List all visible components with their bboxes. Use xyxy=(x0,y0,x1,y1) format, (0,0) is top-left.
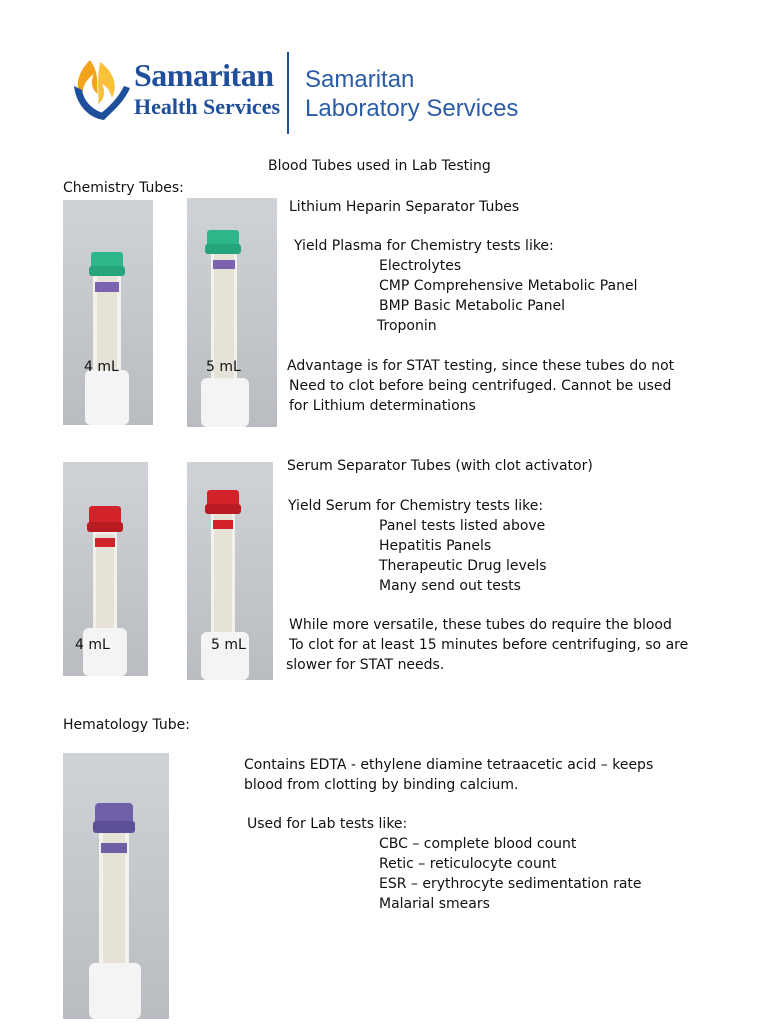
brand-name-samaritan: Samaritan xyxy=(134,57,274,93)
edta-desc-line: blood from clotting by binding calcium. xyxy=(244,777,519,793)
lithium-test-item: Electrolytes xyxy=(379,258,462,274)
serum-note-line: slower for STAT needs. xyxy=(286,657,445,673)
lithium-tube-4ml-volume: 4 mL xyxy=(84,359,119,375)
chemistry-heading: Chemistry Tubes: xyxy=(63,180,184,196)
serum-test-item: Therapeutic Drug levels xyxy=(379,558,547,574)
lithium-tube-4ml-photo xyxy=(63,200,153,425)
lithium-tube-5ml-photo xyxy=(187,198,277,427)
lithium-tube-5ml-volume: 5 mL xyxy=(206,359,241,375)
lithium-advantage-line: Advantage is for STAT testing, since these tubes do not xyxy=(287,358,675,374)
lithium-test-item: Troponin xyxy=(377,318,437,334)
brand-name-health-services: Health Services xyxy=(134,94,281,119)
serum-test-item: Many send out tests xyxy=(379,578,521,594)
lithium-advantage-line: for Lithium determinations xyxy=(289,398,476,414)
serum-heading: Serum Separator Tubes (with clot activator) xyxy=(287,458,593,474)
samaritan-flame-logo xyxy=(70,56,132,122)
logo-divider xyxy=(287,52,289,134)
hematology-heading: Hematology Tube: xyxy=(63,717,191,733)
edta-test-item: ESR – erythrocyte sedimentation rate xyxy=(379,876,642,892)
serum-tube-5ml-volume: 5 mL xyxy=(211,637,246,653)
serum-note-line: While more versatile, these tubes do require the blood xyxy=(289,617,672,633)
lithium-test-item: BMP Basic Metabolic Panel xyxy=(379,298,565,314)
edta-used-heading: Used for Lab tests like: xyxy=(247,816,408,832)
serum-tube-4ml-volume: 4 mL xyxy=(75,637,110,653)
lithium-advantage-line: Need to clot before being centrifuged. Cannot be used xyxy=(289,378,672,394)
edta-tube-photo xyxy=(63,753,169,1019)
serum-yield: Yield Serum for Chemistry tests like: xyxy=(288,498,544,514)
edta-test-item: CBC – complete blood count xyxy=(379,836,577,852)
edta-test-item: Retic – reticulocyte count xyxy=(379,856,557,872)
serum-test-item: Panel tests listed above xyxy=(379,518,546,534)
serum-note-line: To clot for at least 15 minutes before centrifuging, so are xyxy=(289,637,689,653)
serum-test-item: Hepatitis Panels xyxy=(379,538,492,554)
lithium-heading: Lithium Heparin Separator Tubes xyxy=(289,199,520,215)
lab-services-line1: Samaritan xyxy=(305,66,415,93)
lab-services-line2: Laboratory Services xyxy=(305,95,519,122)
edta-test-item: Malarial smears xyxy=(379,896,490,912)
document-title: Blood Tubes used in Lab Testing xyxy=(268,158,491,174)
edta-desc-line: Contains EDTA - ethylene diamine tetraacetic acid – keeps xyxy=(244,757,654,773)
lithium-test-item: CMP Comprehensive Metabolic Panel xyxy=(379,278,638,294)
lithium-yield: Yield Plasma for Chemistry tests like: xyxy=(294,238,554,254)
